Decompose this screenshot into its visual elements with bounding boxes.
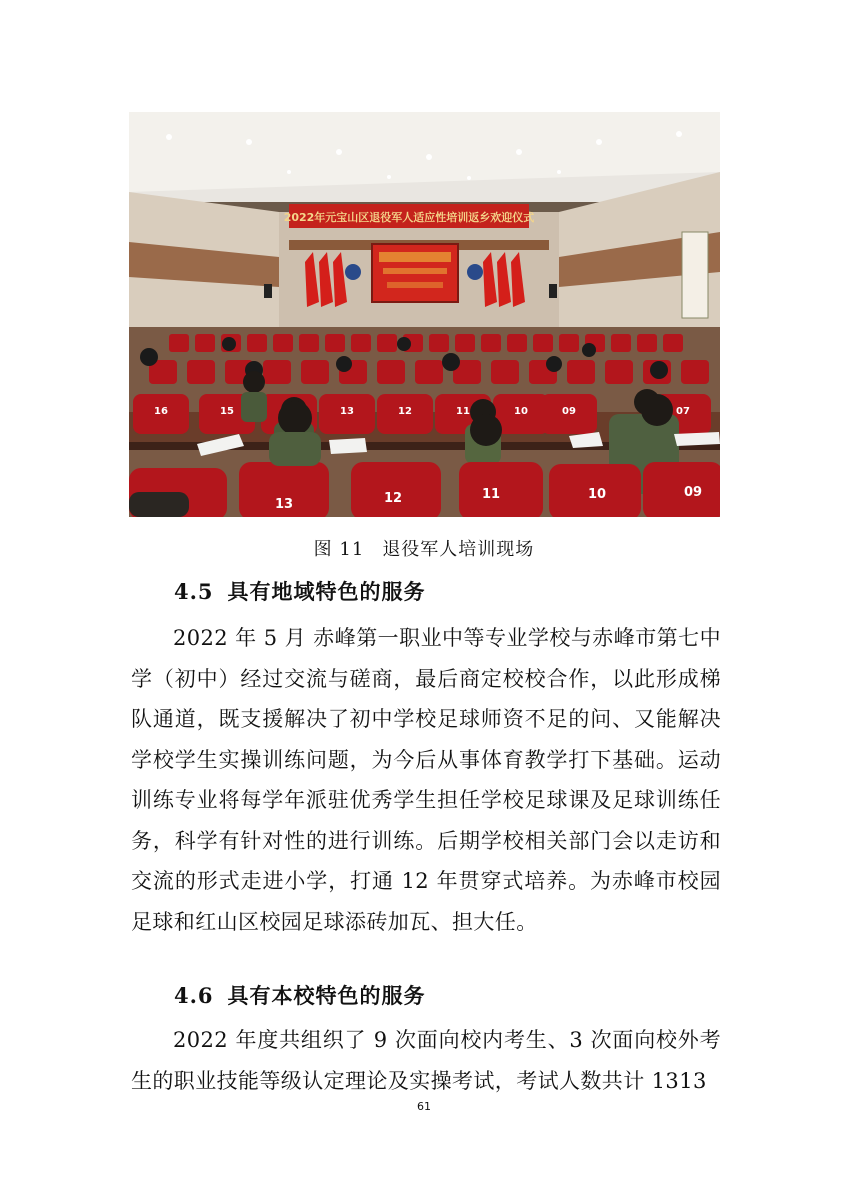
section-body-4-5: 2022 年 5 月 赤峰第一职业中等专业学校与赤峰市第七中学（初中）经过交流与磋商，最后商定校校合作，以此形成梯队通道，既支援解决了初中学校足球师资不足的问、又能解决学校学生实操训练问题，为今后从事体育教学打下基础。运动训练专业将每学年派驻优秀学生担任学校足球课及足球训练任务，科学有针对性的进行训练。后期学校相关部门会以走访和交流的形式走进小学，打通 12 年贯穿式培养。为赤峰市校园足球和红山区校园足球添砖加瓦、担大任。 (131, 626, 721, 934)
section-heading-4-5 (174, 576, 426, 606)
front-seat-number: 11 (481, 487, 501, 502)
seat-number: 12 (398, 406, 412, 417)
front-seat-number: 12 (383, 491, 403, 506)
page-number: 61 (417, 1100, 431, 1113)
section-number: 4.6 (174, 983, 214, 1008)
seat-number: 11 (456, 406, 470, 417)
caption-number: 图 11 (313, 539, 365, 560)
front-row-chairs (129, 462, 720, 517)
figure-caption (0, 535, 848, 561)
front-seat-number: 13 (274, 497, 294, 512)
section-title: 具有本校特色的服务 (227, 983, 426, 1008)
training-photo (129, 112, 720, 517)
front-seat-number: 10 (587, 487, 607, 502)
section-body-4-6: 2022 年度共组织了 9 次面向校内考生、3 次面向校外考生的职业技能等级认定理论及实操考试，考试人数共计 1313 (131, 1028, 721, 1093)
seat-number: 15 (220, 406, 234, 417)
banner-text: 2022年元宝山区退役军人适应性培训返乡欢迎仪式 (283, 211, 535, 224)
section-heading-4-6 (174, 980, 426, 1010)
seat-number: 09 (562, 406, 576, 417)
section-number: 4.5 (174, 579, 214, 604)
front-seat-number: 09 (683, 485, 703, 500)
seat-number: 13 (340, 406, 354, 417)
seat-number: 07 (676, 406, 690, 417)
caption-text: 退役军人培训现场 (382, 539, 535, 560)
section-title: 具有地域特色的服务 (227, 579, 426, 604)
seat-number: 16 (154, 406, 168, 417)
seat-number: 10 (514, 406, 528, 417)
